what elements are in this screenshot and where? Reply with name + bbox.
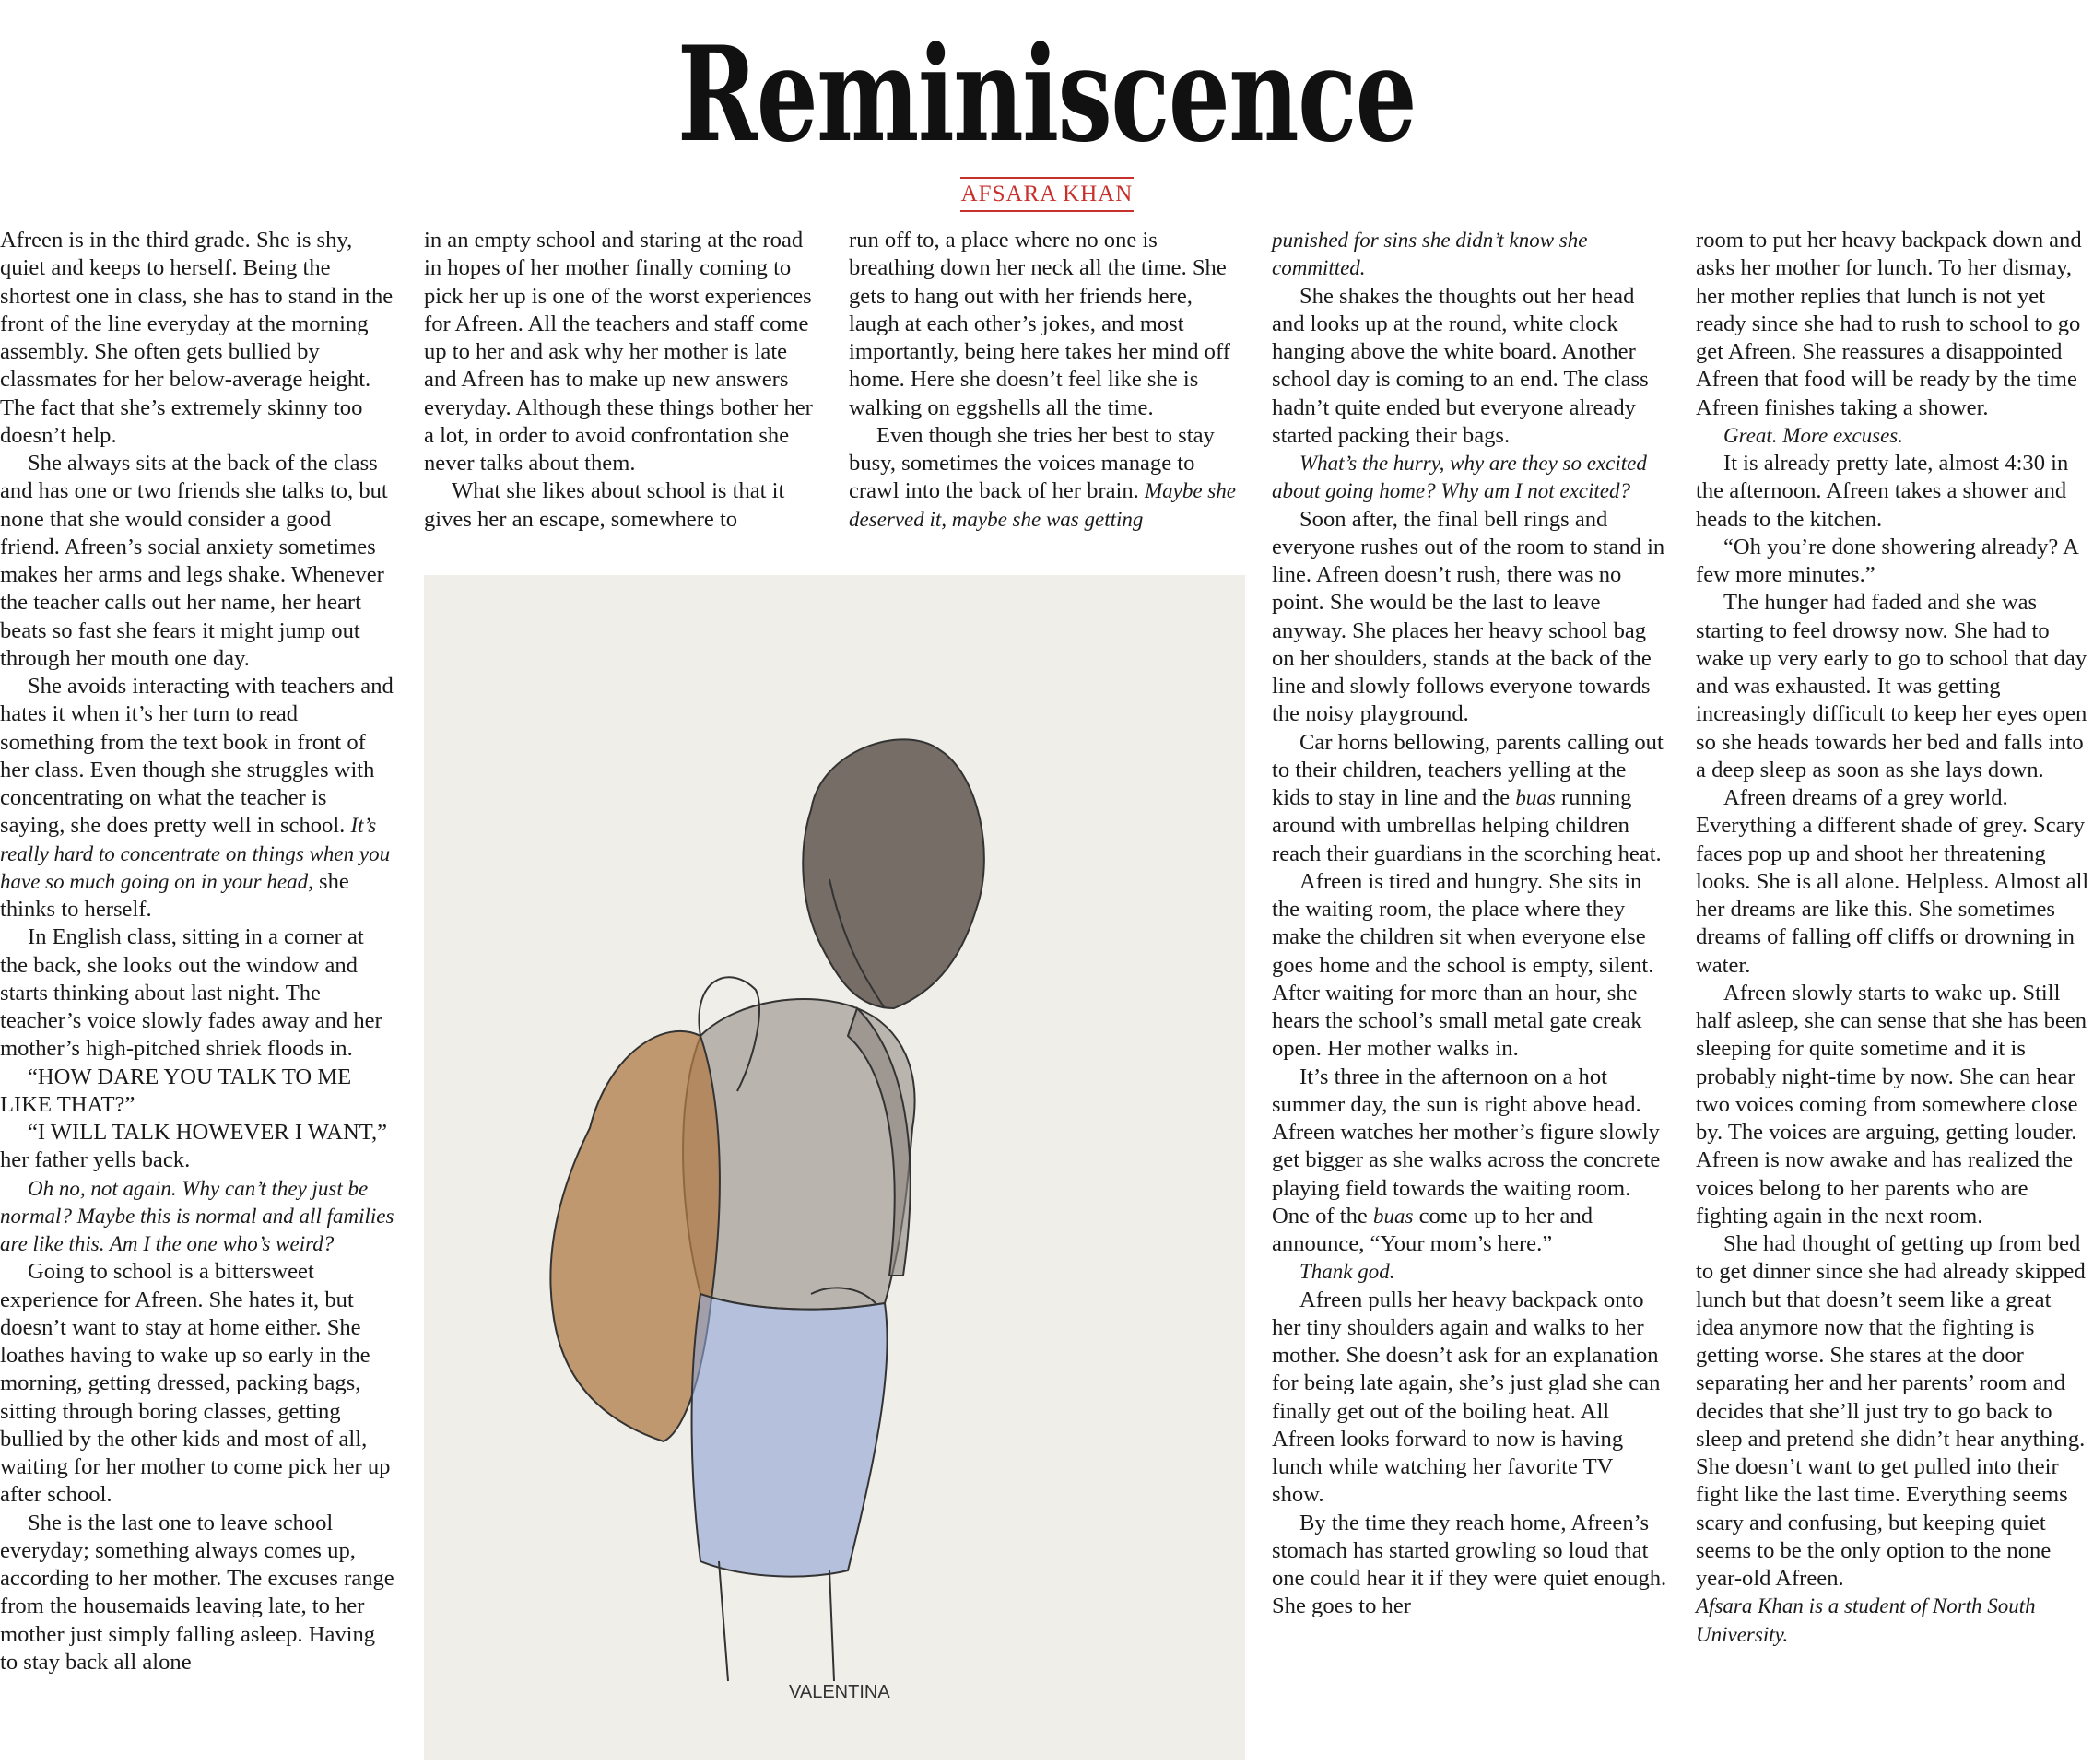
paragraph: The hunger had faded and she was starting to feel drowsy now. She had to wake up very early to go to school that day and was exhausted. It was getting increasingly difficult to keep her eyes open so she heads towards her bed and falls into a deep sleep as soon as she lays down. xyxy=(1696,590,2087,782)
text-column-1 xyxy=(0,227,396,1676)
paragraph xyxy=(849,422,1245,534)
author-note xyxy=(1696,1593,2092,1649)
italic-word: buas xyxy=(1515,786,1556,809)
italic-thought: It’s really hard to concentrate on things when you have so much going on in your head, xyxy=(0,814,391,893)
text-run: She avoids interacting with teachers and hates it when it’s her turn to read something from the text book in front of her class. Even though she struggles with concentrating on what the teacher is saying, she does pretty well in school. xyxy=(0,674,394,839)
paragraph: She is the last one to leave school everyday; something always comes up, according to her mother. The excuses range from the housemaids leaving late, to her mother just simply falling asleep. Having to stay back all alone xyxy=(0,1510,394,1675)
dialogue-line: “Oh you’re done showering already? A few more minutes.” xyxy=(1696,534,2078,587)
paragraph xyxy=(1272,450,1668,506)
paragraph: By the time they reach home, Afreen’s stomach has started growling so loud that one could hear it if they were quiet enough. She goes to her xyxy=(1272,1510,1667,1619)
text-column-2 xyxy=(424,227,820,534)
author-note-text: Afsara Khan is a student of North South University. xyxy=(1696,1594,2036,1646)
paragraph xyxy=(0,1175,396,1259)
dialogue-line: “HOW DARE YOU TALK TO ME LIKE THAT?” xyxy=(0,1064,352,1117)
artist-signature: VALENTINA xyxy=(789,1682,890,1702)
paragraph xyxy=(0,673,396,923)
text-run: Car horns bellowing, parents calling out to their children, teachers yelling at the kids to stay in line and the xyxy=(1272,729,1664,810)
illustration-girl-with-backpack xyxy=(424,575,1245,1760)
paragraph: It is already pretty late, almost 4:30 in the afternoon. Afreen takes a shower and heads to the kitchen. xyxy=(1696,451,2069,532)
paragraph: Soon after, the final bell rings and everyone rushes out of the room to stand in line. Afreen doesn’t rush, there was no point. She would be the last to leave anyway. She places her heavy school bag on her shoulders, stands at the back of the line and slowly follows everyone towards the noisy playground. xyxy=(1272,506,1665,727)
paragraph xyxy=(1272,1258,1668,1286)
italic-thought: Great. More excuses. xyxy=(1723,423,1904,447)
paragraph xyxy=(1272,227,1668,283)
paragraph: Afreen slowly starts to wake up. Still half asleep, she can sense that she has been sleeping for quite sometime and it is probably night-time by now. She can hear two voices coming from somewhere close by. The voices are arguing, getting louder. Afreen is now awake and has realized the voices belong to her parents who are fighting again in the next room. xyxy=(1696,980,2087,1229)
watercolor-illustration xyxy=(424,575,1245,1760)
paragraph: Afreen dreams of a grey world. Everything a different shade of grey. Scary faces pop up and shoot her threatening looks. She is all alone. Helpless. Almost all her dreams are like this. She sometimes dreams of falling off cliffs or drowning in water. xyxy=(1696,785,2089,978)
paragraph: Afreen pulls her heavy backpack onto her tiny shoulders again and walks to her mother. She doesn’t ask for an explanation for being late again, she’s just glad she can finally get out of the boiling heat. All Afreen looks forward to now is having lunch while watching her favorite TV show. xyxy=(1272,1287,1661,1508)
text-column-4 xyxy=(1272,227,1668,1621)
paragraph: Going to school is a bittersweet experience for Afreen. She hates it, but doesn’t want to stay at home either. She loathes having to wake up so early in the morning, getting dressed, packing bags, sitting through boring classes, getting bullied by the other kids and most of all, waiting for her mother to come pick her up after school. xyxy=(0,1259,391,1508)
text-column-5 xyxy=(1696,227,2092,1649)
italic-thought: Maybe she deserved it, maybe she was getting xyxy=(849,479,1236,531)
italic-thought: Thank god. xyxy=(1299,1260,1395,1284)
text-column-3 xyxy=(849,227,1245,534)
paragraph: Afreen is in the third grade. She is shy, quiet and keeps to herself. Being the shortest one in class, she has to stand in the front of the line everyday at the morning assembly. She often gets bullied by classmates for her below-average height. The fact that she’s extremely skinny too doesn’t help. xyxy=(0,228,394,448)
paragraph: What she likes about school is that it gives her an escape, somewhere to xyxy=(424,478,785,532)
paragraph: in an empty school and staring at the road in hopes of her mother finally coming to pick her up is one of the worst experiences for Afreen. All the teachers and staff come up to her and ask why her mother is late and Afreen has to make up new answers everyday. Although these things bother her a lot, in order to avoid confrontation she never talks about them. xyxy=(424,228,813,476)
dialogue-line: “I WILL TALK HOWEVER I WANT,” her father yells back. xyxy=(0,1120,388,1173)
italic-thought: Oh no, not again. Why can’t they just be normal? Maybe this is normal and all families are like this. Am I the one who’s weird? xyxy=(0,1176,394,1255)
italic-thought: punished for sins she didn’t know she committed. xyxy=(1272,229,1588,280)
text-run: running around with umbrellas helping children reach their guardians in the scorching heat. xyxy=(1272,785,1662,866)
paragraph: room to put her heavy backpack down and asks her mother for lunch. To her dismay, her mother replies that lunch is not yet ready since she had to rush to school to go get Afreen. She reassures a disappointed Afreen that food will be ready by the time Afreen finishes taking a shower. xyxy=(1696,228,2082,420)
paragraph: run off to, a place where no one is breathing down her neck all the time. She gets to hang out with her friends here, laugh at each other’s jokes, and most importantly, being here takes her mind off home. Here she doesn’t feel like she is walking on eggshells all the time. xyxy=(849,228,1230,420)
paragraph: She had thought of getting up from bed to get dinner since she had already skipped lunch but that doesn’t seem like a great idea anymore now that the fighting is getting worse. She stares at the door separating her and her parents’ room and decides that she’ll just try to go back to sleep and pretend she didn’t hear anything. She doesn’t want to get pulled into their fight like the last time. Everything seems scary and confusing, but keeping quiet seems to be the only option to the none year-old Afreen. xyxy=(1696,1231,2086,1591)
paragraph xyxy=(1696,422,2092,450)
paragraph: She always sits at the back of the class and has one or two friends she talks to, but none that she would consider a good friend. Afreen’s social anxiety sometimes makes her arms and legs shake. Whenever the teacher calls out her name, her heart beats so fast she fears it might jump out through her mouth one day. xyxy=(0,451,388,671)
italic-word: buas xyxy=(1372,1204,1414,1228)
paragraph: Afreen is tired and hungry. She sits in the waiting room, the place where they make the children sit when everyone else goes home and the school is empty, silent. After waiting for more than an hour, she hears the school’s small metal gate creak open. Her mother walks in. xyxy=(1272,868,1654,1062)
text-run: come up to her and announce, “Your mom’s here.” xyxy=(1272,1203,1593,1256)
paragraph xyxy=(1272,729,1668,868)
italic-thought: What’s the hurry, why are they so excited about going home? Why am I not excited? xyxy=(1272,452,1647,503)
paragraph: In English class, sitting in a corner at the back, she looks out the window and starts thinking about last night. The teacher’s voice slowly fades away and her mother’s high-pitched shriek floods in. xyxy=(0,924,382,1062)
text-run: she thinks to herself. xyxy=(0,868,349,922)
text-run: It’s three in the afternoon on a hot summer day, the sun is right above head. Afreen watches her mother’s figure slowly get bigger as she walks across the concrete playing field towards the waiting room. One of the xyxy=(1272,1064,1661,1229)
article-title: Reminiscence xyxy=(676,18,1417,171)
paragraph: She shakes the thoughts out her head and looks up at the round, white clock hanging above the white board. Another school day is coming to an end. The class hadn’t quite ended but everyone already started packing their bags. xyxy=(1272,283,1649,448)
paragraph xyxy=(1272,1064,1668,1259)
author-byline: AFSARA KHAN xyxy=(960,177,1134,212)
text-run: Even though she tries her best to stay busy, sometimes the voices manage to crawl into the back of her brain. xyxy=(849,422,1215,504)
